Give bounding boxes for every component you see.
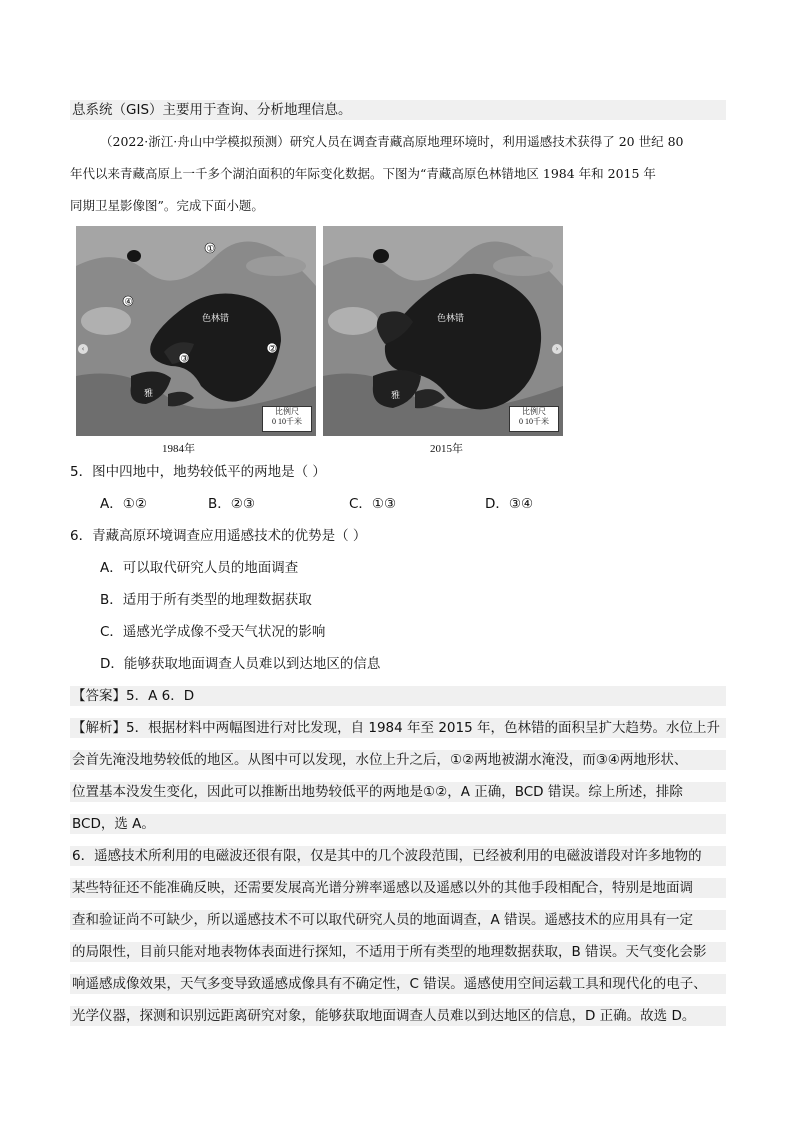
analysis-line-3: 位置基本没发生变化，因此可以推断出地势较低平的两地是①②，A 正确，BCD 错误。综上所述，排除 — [70, 782, 726, 802]
scale-bar-1984 — [262, 406, 312, 432]
prev-image-arrow-icon[interactable]: ‹ — [78, 344, 88, 354]
q6-option-d[interactable]: D．能够获取地面调查人员难以到达地区的信息 — [100, 656, 381, 672]
question-stem-line-1: （2022·浙江·舟山中学模拟预测）研究人员在调查青藏高原地理环境时，利用遥感技术获得了 20 世纪 80 — [100, 134, 684, 149]
q5-option-c[interactable]: C．①③ — [349, 496, 397, 512]
q6-option-a[interactable]: A．可以取代研究人员的地面调查 — [100, 560, 299, 576]
caption-2015: 2015年 — [430, 443, 463, 455]
question-5-text: 5．图中四地中，地势较低平的两地是（ ） — [70, 464, 326, 480]
analysis-line-1: 【解析】5．根据材料中两幅图进行对比发现，自 1984 年至 2015 年，色林错的面积呈扩大趋势。水位上升 — [70, 718, 726, 738]
lake-label-2015: 色林错 — [437, 314, 465, 324]
small-lake-label-2015: 雅 — [391, 391, 401, 401]
satellite-image-2015 — [323, 226, 563, 436]
small-lake-label-1984: 雅 — [144, 389, 154, 399]
marker-2: ② — [268, 344, 277, 355]
marker-1: ① — [206, 244, 215, 255]
scale-label-1984: 比例尺 — [275, 407, 299, 416]
q5-option-b[interactable]: B．②③ — [208, 496, 255, 512]
q6-option-b[interactable]: B．适用于所有类型的地理数据获取 — [100, 592, 312, 608]
q6-option-c[interactable]: C．遥感光学成像不受天气状况的影响 — [100, 624, 326, 640]
scale-value-2015: 0 10千米 — [519, 417, 549, 426]
next-image-arrow-icon[interactable]: › — [552, 344, 562, 354]
lake-label-1984: 色林错 — [202, 314, 230, 324]
scale-value-1984: 0 10千米 — [272, 417, 302, 426]
satellite-image-1984 — [76, 226, 316, 436]
analysis-line-9: 响遥感成像效果，天气多变导致遥感成像具有不确定性，C 错误。遥感使用空间运载工具和现代化的电子、 — [70, 974, 726, 994]
analysis-line-2: 会首先淹没地势较低的地区。从图中可以发现，水位上升之后，①②两地被湖水淹没，而③④两地形状、 — [70, 750, 726, 770]
caption-1984: 1984年 — [162, 443, 195, 455]
marker-4: ④ — [124, 297, 133, 308]
analysis-line-4: BCD，选 A。 — [70, 814, 726, 834]
question-stem-line-2: 年代以来青藏高原上一千多个湖泊面积的年际变化数据。下图为“青藏高原色林错地区 1984 年和 2015 年 — [70, 166, 656, 181]
q5-option-a[interactable]: A．①② — [100, 496, 147, 512]
analysis-line-8: 的局限性，目前只能对地表物体表面进行探知，不适用于所有类型的地理数据获取，B 错误。天气变化会影 — [70, 942, 726, 962]
question-stem-line-3: 同期卫星影像图”。完成下面小题。 — [70, 198, 264, 213]
intro-line: 息系统（GIS）主要用于查询、分析地理信息。 — [70, 100, 726, 120]
analysis-line-10: 光学仪器，探测和识别远距离研究对象，能够获取地面调查人员难以到达地区的信息，D 正确。故选 D。 — [70, 1006, 726, 1026]
analysis-line-5: 6．遥感技术所利用的电磁波还很有限，仅是其中的几个波段范围，已经被利用的电磁波谱段对许多地物的 — [70, 846, 726, 866]
analysis-line-6: 某些特征还不能准确反映，还需要发展高光谱分辨率遥感以及遥感以外的其他手段相配合，特别是地面调 — [70, 878, 726, 898]
answer-line: 【答案】5．A 6．D — [70, 686, 726, 706]
satellite-image-figure — [76, 226, 566, 456]
question-6-text: 6．青藏高原环境调查应用遥感技术的优势是（ ） — [70, 528, 367, 544]
analysis-line-7: 查和验证尚不可缺少，所以遥感技术不可以取代研究人员的地面调查，A 错误。遥感技术的应用具有一定 — [70, 910, 726, 930]
scale-label-2015: 比例尺 — [522, 407, 546, 416]
marker-3: ③ — [180, 354, 189, 365]
scale-bar-2015 — [509, 406, 559, 432]
q5-option-d[interactable]: D．③④ — [485, 496, 534, 512]
